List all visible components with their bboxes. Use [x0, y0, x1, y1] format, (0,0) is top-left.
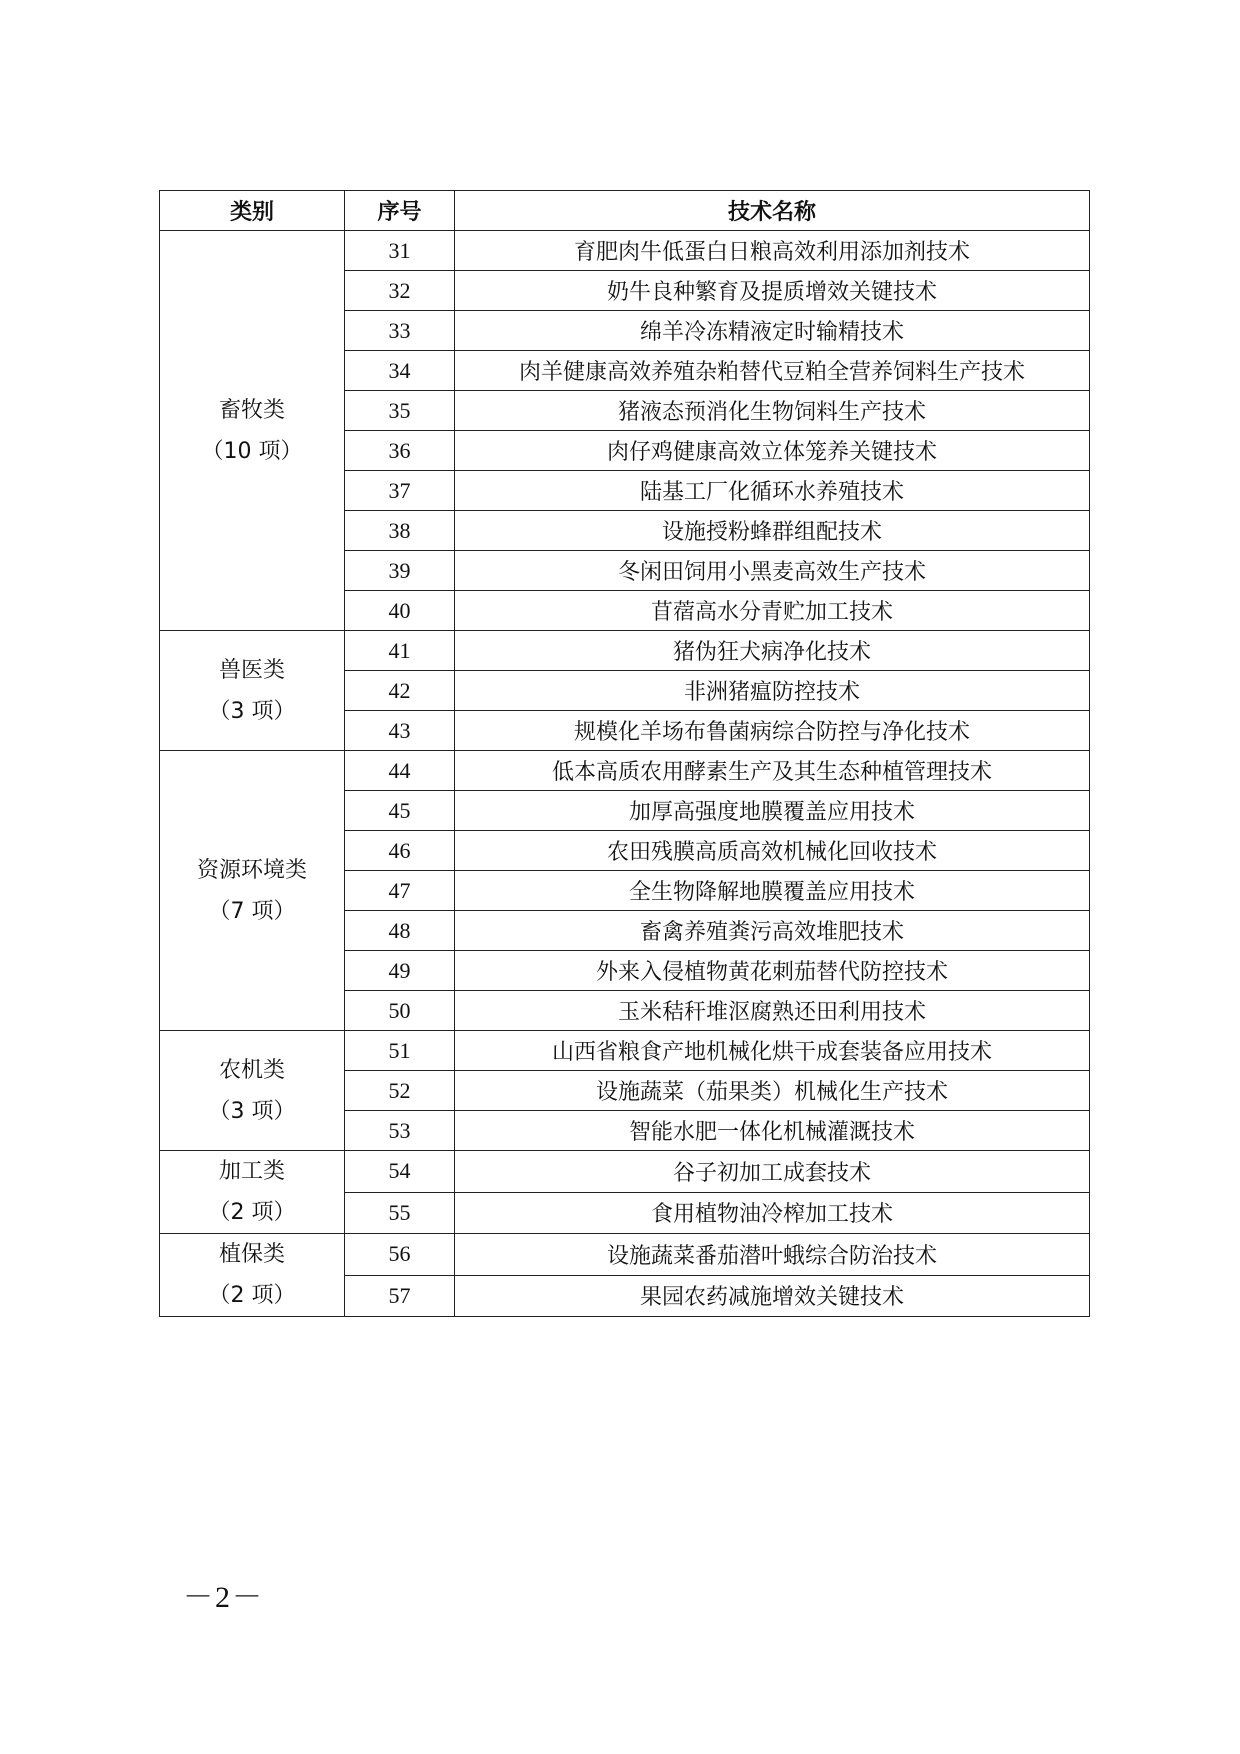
technology-name-cell: 外来入侵植物黄花刺茄替代防控技术: [455, 951, 1090, 991]
serial-number-cell: 49: [345, 951, 455, 991]
serial-number-cell: 35: [345, 391, 455, 431]
serial-number-cell: 39: [345, 551, 455, 591]
serial-number-cell: 42: [345, 671, 455, 711]
category-count: （3 项）: [208, 698, 296, 724]
category-cell: [160, 231, 345, 631]
category-name: 资源环境类: [196, 857, 307, 883]
technology-name-cell: 设施授粉蜂群组配技术: [455, 511, 1090, 551]
serial-number-cell: 41: [345, 631, 455, 671]
technology-name-cell: 食用植物油冷榨加工技术: [455, 1192, 1090, 1234]
serial-number-cell: 47: [345, 871, 455, 911]
technology-name-cell: 非洲猪瘟防控技术: [455, 671, 1090, 711]
technology-name-cell: 畜禽养殖粪污高效堆肥技术: [455, 911, 1090, 951]
category-name: 农机类: [218, 1057, 285, 1083]
technology-name-cell: 谷子初加工成套技术: [455, 1151, 1090, 1193]
technology-table: [159, 190, 1090, 1317]
category-count: （2 项）: [208, 1283, 296, 1308]
technology-name-cell: 果园农药减施增效关键技术: [455, 1275, 1090, 1317]
technology-name-cell: 低本高质农用酵素生产及其生态种植管理技术: [455, 751, 1090, 791]
technology-name-cell: 奶牛良种繁育及提质增效关键技术: [455, 271, 1090, 311]
serial-number-cell: 56: [345, 1234, 455, 1276]
technology-name-cell: 设施蔬菜（茄果类）机械化生产技术: [455, 1071, 1090, 1111]
technology-name-cell: 肉仔鸡健康高效立体笼养关键技术: [455, 431, 1090, 471]
technology-name-cell: 苜蓿高水分青贮加工技术: [455, 591, 1090, 631]
technology-name-cell: 育肥肉牛低蛋白日粮高效利用添加剂技术: [455, 231, 1090, 271]
page-number: －2－: [183, 1581, 264, 1614]
serial-number-cell: 38: [345, 511, 455, 551]
technology-name-cell: 全生物降解地膜覆盖应用技术: [455, 871, 1090, 911]
category-cell: [160, 751, 345, 1031]
serial-number-cell: 31: [345, 231, 455, 271]
table-row: [160, 231, 1090, 271]
serial-number-cell: 32: [345, 271, 455, 311]
serial-number-cell: 50: [345, 991, 455, 1031]
serial-number-cell: 46: [345, 831, 455, 871]
category-name: 兽医类: [218, 657, 285, 683]
table-header-row: [160, 191, 1090, 231]
category-count: （2 项）: [208, 1200, 296, 1225]
serial-number-cell: 54: [345, 1151, 455, 1193]
serial-number-cell: 53: [345, 1111, 455, 1151]
category-name: 植保类: [218, 1242, 285, 1267]
table-row: [160, 751, 1090, 791]
serial-number-cell: 52: [345, 1071, 455, 1111]
technology-name-cell: 农田残膜高质高效机械化回收技术: [455, 831, 1090, 871]
category-count: （3 项）: [208, 1098, 296, 1124]
table-row: [160, 1151, 1090, 1193]
serial-number-cell: 51: [345, 1031, 455, 1071]
serial-number-cell: 43: [345, 711, 455, 751]
technology-name-cell: 规模化羊场布鲁菌病综合防控与净化技术: [455, 711, 1090, 751]
technology-name-cell: 山西省粮食产地机械化烘干成套装备应用技术: [455, 1031, 1090, 1071]
table-body: [160, 231, 1090, 1317]
technology-name-cell: 智能水肥一体化机械灌溉技术: [455, 1111, 1090, 1151]
category-cell: [160, 1031, 345, 1151]
serial-number-cell: 33: [345, 311, 455, 351]
category-count: （10 项）: [201, 438, 303, 464]
serial-number-cell: 40: [345, 591, 455, 631]
header-technology-name: 技术名称: [455, 191, 1090, 231]
category-name: 加工类: [218, 1159, 285, 1184]
serial-number-cell: 55: [345, 1192, 455, 1234]
header-number: 序号: [345, 191, 455, 231]
header-category: 类别: [160, 191, 345, 231]
serial-number-cell: 57: [345, 1275, 455, 1317]
table-row: [160, 1031, 1090, 1071]
technology-name-cell: 肉羊健康高效养殖杂粕替代豆粕全营养饲料生产技术: [455, 351, 1090, 391]
serial-number-cell: 48: [345, 911, 455, 951]
table-row: [160, 631, 1090, 671]
category-count: （7 项）: [208, 898, 296, 924]
technology-name-cell: 设施蔬菜番茄潜叶蛾综合防治技术: [455, 1234, 1090, 1276]
technology-name-cell: 陆基工厂化循环水养殖技术: [455, 471, 1090, 511]
serial-number-cell: 36: [345, 431, 455, 471]
category-cell: [160, 1151, 345, 1234]
table-row: [160, 1234, 1090, 1276]
technology-name-cell: 冬闲田饲用小黑麦高效生产技术: [455, 551, 1090, 591]
technology-name-cell: 绵羊冷冻精液定时输精技术: [455, 311, 1090, 351]
technology-name-cell: 猪伪狂犬病净化技术: [455, 631, 1090, 671]
technology-name-cell: 猪液态预消化生物饲料生产技术: [455, 391, 1090, 431]
technology-name-cell: 玉米秸秆堆沤腐熟还田利用技术: [455, 991, 1090, 1031]
serial-number-cell: 45: [345, 791, 455, 831]
category-cell: [160, 631, 345, 751]
serial-number-cell: 44: [345, 751, 455, 791]
serial-number-cell: 34: [345, 351, 455, 391]
category-name: 畜牧类: [218, 397, 285, 423]
serial-number-cell: 37: [345, 471, 455, 511]
technology-name-cell: 加厚高强度地膜覆盖应用技术: [455, 791, 1090, 831]
category-cell: [160, 1234, 345, 1317]
